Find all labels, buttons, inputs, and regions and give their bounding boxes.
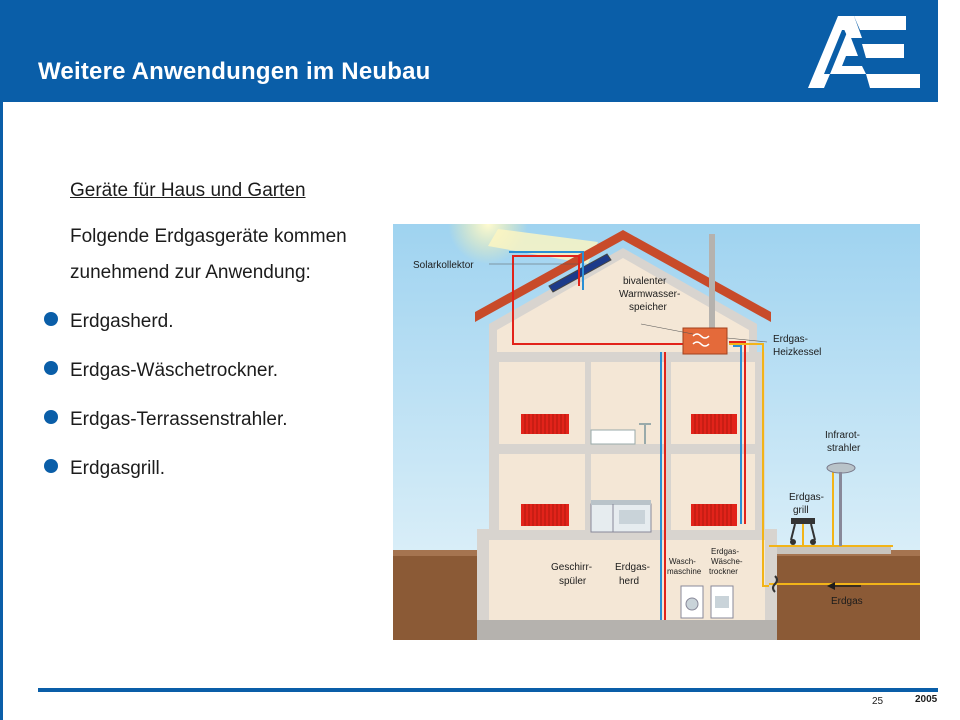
label-speicher-3: speicher [629, 302, 667, 313]
bathtub [591, 430, 635, 444]
gas-dryer [711, 586, 733, 618]
label-speicher-2: Warmwasser- [619, 289, 681, 300]
bullet-icon [44, 361, 58, 375]
house-gas-appliances-illustration [393, 224, 920, 640]
label-erdgas: Erdgas [831, 596, 863, 607]
bullet-item-erdgasgrill: Erdgasgrill. [70, 458, 166, 479]
terrace-slab [773, 546, 891, 554]
bullet-item-terrassenstrahler: Erdgas-Terrassenstrahler. [70, 409, 288, 430]
label-grill-1: Erdgas- [789, 492, 825, 503]
bullet-icon [44, 459, 58, 473]
radiator-upper-right [691, 414, 737, 434]
title-bar [0, 0, 938, 102]
label-wasch-1: Wasch- [669, 557, 696, 566]
label-solarkollektor: Solarkollektor [413, 260, 474, 271]
label-herd-1: Erdgas- [615, 562, 651, 573]
radiator-lower-right [691, 504, 737, 526]
label-trockner-1: Erdgas- [711, 547, 740, 556]
intro-text-line-2: zunehmend zur Anwendung: [70, 262, 311, 283]
bullet-item-erdgasherd: Erdgasherd. [70, 311, 174, 332]
section-subtitle: Geräte für Haus und Garten [70, 180, 306, 201]
label-speicher-1: bivalenter [623, 276, 667, 287]
label-geschirr-2: spüler [559, 576, 587, 587]
label-infrarot-2: strahler [827, 443, 861, 454]
label-herd-2: herd [619, 576, 640, 587]
radiator-lower-left [521, 504, 569, 526]
page-number: 25 [872, 696, 884, 707]
washing-machine [681, 586, 703, 618]
kitchen-appliances [591, 500, 651, 532]
company-logo [808, 16, 920, 88]
chimney-pipe [709, 234, 715, 334]
intro-text-line-1: Folgende Erdgasgeräte kommen [70, 226, 347, 247]
page-title: Weitere Anwendungen im Neubau [38, 58, 431, 85]
label-trockner-2: Wäsche- [711, 557, 743, 566]
footer-rule [38, 688, 938, 692]
label-trockner-3: trockner [709, 567, 738, 576]
bullet-icon [44, 312, 58, 326]
footer-year: 2005 [915, 694, 938, 705]
radiator-upper-left [521, 414, 569, 434]
label-grill-2: grill [793, 505, 809, 516]
label-heizkessel-1: Erdgas- [773, 334, 809, 345]
gas-boiler [683, 328, 727, 354]
label-heizkessel-2: Heizkessel [773, 347, 822, 358]
bullet-icon [44, 410, 58, 424]
label-geschirr-1: Geschirr- [551, 562, 593, 573]
label-wasch-2: maschine [667, 567, 702, 576]
label-infrarot-1: Infrarot- [825, 430, 861, 441]
bullet-item-waeschetrockner: Erdgas-Wäschetrockner. [70, 360, 279, 381]
left-border-line [0, 0, 3, 720]
